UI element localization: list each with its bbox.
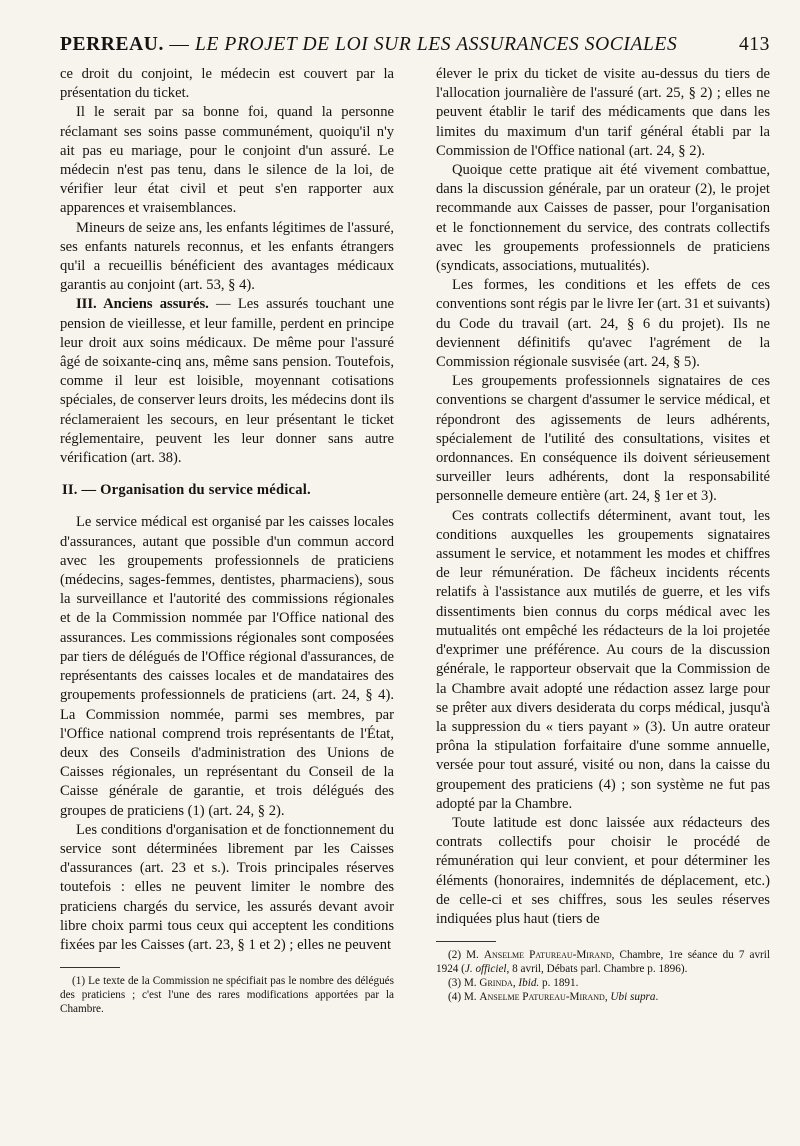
paragraph: élever le prix du ticket de visite au-dessus du tiers de l'allocation journalière de l'assuré (art. 25, § 2) ; elles ne peuvent établir le tarif des médicaments que dans les limites du maximum d'un tarif général établi par la Commission de l'Office national (art. 24, § 2). (436, 66, 770, 159)
footnote-text: , Chambre, 1re séance du 7 avril 1924 ( (436, 949, 770, 976)
footnote-1: (1) Le texte de la Commission ne spécifiait pas le nombre des délégués des praticiens ; c'est l'une des rares modifications apportées par la Chambre. (60, 975, 394, 1016)
footnote-ref: Ubi supra (610, 991, 656, 1004)
paragraph: Les groupements professionnels signataires de ces conventions se chargent d'assumer le service médical, et répondront des agissements de leurs adhérents, spécialement de l'utilité des consultations, visites et ordonnances. En conséquence ils doivent sérieusement surveiller leurs adhérents, dont la responsabilité personnelle demeure entière (art. 24, § 1er et 3). (436, 373, 770, 505)
right-column (436, 65, 770, 1016)
paragraph: Les formes, les conditions et les effets de ces conventions sont régis par le livre Ier (art. 31 et suivants) du Code du travail (art. 24, § 6 du projet). Ils ne deviennent définitifs qu'avec l'agrément de la Commission régionale susvisée (art. 24, § 5). (436, 277, 770, 371)
paragraph: Les conditions d'organisation et de fonctionnement du service sont déterminées librement par les Caisses d'assurances (art. 23 et s.). Trois principales réserves toutefois : elles ne peuvent limiter le nombre des praticiens chargés du service, les assurés devant avoir libre choix parmi tous ceux qui acceptent les conditions fixées par les Caisses (art. 23, § 1 et 2) ; elles ne peuvent (60, 821, 394, 953)
paragraph: Toute latitude est donc laissée aux rédacteurs des contrats collectifs pour choisir le procédé de rémunération qui leur convient, et pour déterminer les éléments (honoraires, indemnités de déplacement, etc.) de celle-ci et ses chiffres, sous les seules réserves indiquées plus haut (tiers de (436, 814, 770, 927)
footnote-text: (2) M. (448, 949, 484, 962)
paragraph: Mineurs de seize ans, les enfants légitimes de l'assuré, ses enfants naturels reconnus, et les enfants étrangers qu'il a recueillis bénéficient des avantages médicaux garantis au conjoint (art. 53, § 4). (60, 219, 394, 294)
header-dash: — (163, 34, 195, 55)
left-column (60, 65, 394, 1016)
header-author: PERREAU. (60, 34, 164, 55)
paragraph: ce droit du conjoint, le médecin est couvert par la présentation du ticket. (60, 66, 394, 102)
footnote-text: , (604, 991, 611, 1004)
header-title: LE PROJET DE LOI SUR LES ASSURANCES SOCIALES (195, 34, 678, 55)
paragraph-anciens-assures (60, 295, 394, 468)
footnote-divider (60, 967, 120, 968)
page-number: 413 (738, 34, 770, 55)
subsection-heading: III. Anciens assurés. (76, 296, 209, 313)
paragraph: Le service médical est organisé par les caisses locales d'assurances, autant que possible d'un commun accord avec les groupements professionnels de praticiens (médecins, sages-femmes, dentistes, pharmaciens), sous la surveillance et l'autorité des commissions régionales et de la Commission nommée par l'Office national des assurances. Les commissions régionales sont composées par tiers de délégués de l'Office régional d'assurances, de représentants des caisses locales et de mandataires des groupements professionnels de praticiens (art. 24, § 4). La Commission nommée, parmi ses membres, par l'Office national comprend trois représentants de l'État, deux des Conseils d'administration des Unions de Caisses régionales, un représentant du Conseil de la Caisse générale de garantie, et trois délégués des groupes de praticiens (1) (art. 24, § 2). (60, 514, 394, 819)
paragraph: Ces contrats collectifs déterminent, avant tout, les conditions auxquelles les groupements signataires assument le service, et notamment les modes et chiffres de leur rémunération. De fâcheux incidents récents relatifs à l'assistance aux mutilés de guerre, et les vifs dissentiments bien connus du corps médical avec les mutualités ont empêché les rédacteurs de la loi projetée d'exprimer une préférence. Au cours de la discussion générale, le rapporteur observait que la Commission de la Chambre avait adopté une rédaction assez large pour se prêter aux divers desiderata du corps médical, jusqu'à la suppression du « tiers payant » (3). Un autre orateur prôna la stipulation forfaitaire d'une somme annuelle, versée pour tout assuré, visité ou non, dans la caisse du groupement des praticiens (4) ; son système ne fut pas adopté par la Chambre. (436, 507, 770, 812)
paragraph: Quoique cette pratique ait été vivement combattue, dans la discussion générale, par un orateur (2), le projet recommande aux Caisses de passer, pour l'organisation et le fonctionnement du service, des contrats collectifs avec les groupements professionnels de praticiens (syndicats, associations, mutualités). (436, 162, 770, 275)
running-header (60, 34, 770, 56)
text-columns (60, 65, 770, 1016)
section-heading-text: II. — Organisation du service médical. (62, 482, 311, 499)
footnote-text: (4) M. (448, 991, 480, 1004)
footnote-author: Grinda (479, 977, 513, 990)
footnote-text: p. 1891. (539, 977, 579, 990)
footnote-3 (436, 976, 770, 990)
footnote-author: Anselme Patureau-Mirand (479, 991, 605, 1004)
paragraph: Il le serait par sa bonne foi, quand la personne réclamant ses soins passe communément, quoiqu'il n'y ait pas eu mariage, pour le conjoint d'un assuré. Le médecin n'est pas tenu, dans le silence de la loi, de vérifier leur état civil et peut s'en rapporter aux apparences et vraisemblances. (60, 104, 394, 217)
footnote-journal: J. officiel (464, 963, 507, 976)
footnote-4 (436, 990, 770, 1004)
footnote-2 (436, 948, 770, 976)
section-heading (62, 481, 394, 500)
footnote-text: , 8 avril, Débats parl. Chambre p. 1896). (506, 963, 688, 976)
footnote-text: . (655, 991, 659, 1004)
paragraph-text: — Les assurés touchant une pension de vieillesse, et leur famille, perdent en principe leur droit aux soins médicaux. De même pour l'assuré âgé de soixante-cinq ans, même sans pension. Toutefois, comme il leur est loisible, moyennant cotisations spéciales, de conserver leurs droits, les médecins dont ils réclameraient les secours, en leur présentant le ticket réglementaire, peuvent les leur donner sans autre vérification (art. 38). (60, 296, 394, 467)
footnote-ref: Ibid. (518, 977, 540, 990)
header-title-line (60, 34, 677, 56)
footnote-text: , (512, 977, 519, 990)
footnote-author: Anselme Patureau-Mirand (483, 949, 612, 962)
footnote-divider (436, 941, 496, 942)
footnote-text: (3) M. (448, 977, 480, 990)
